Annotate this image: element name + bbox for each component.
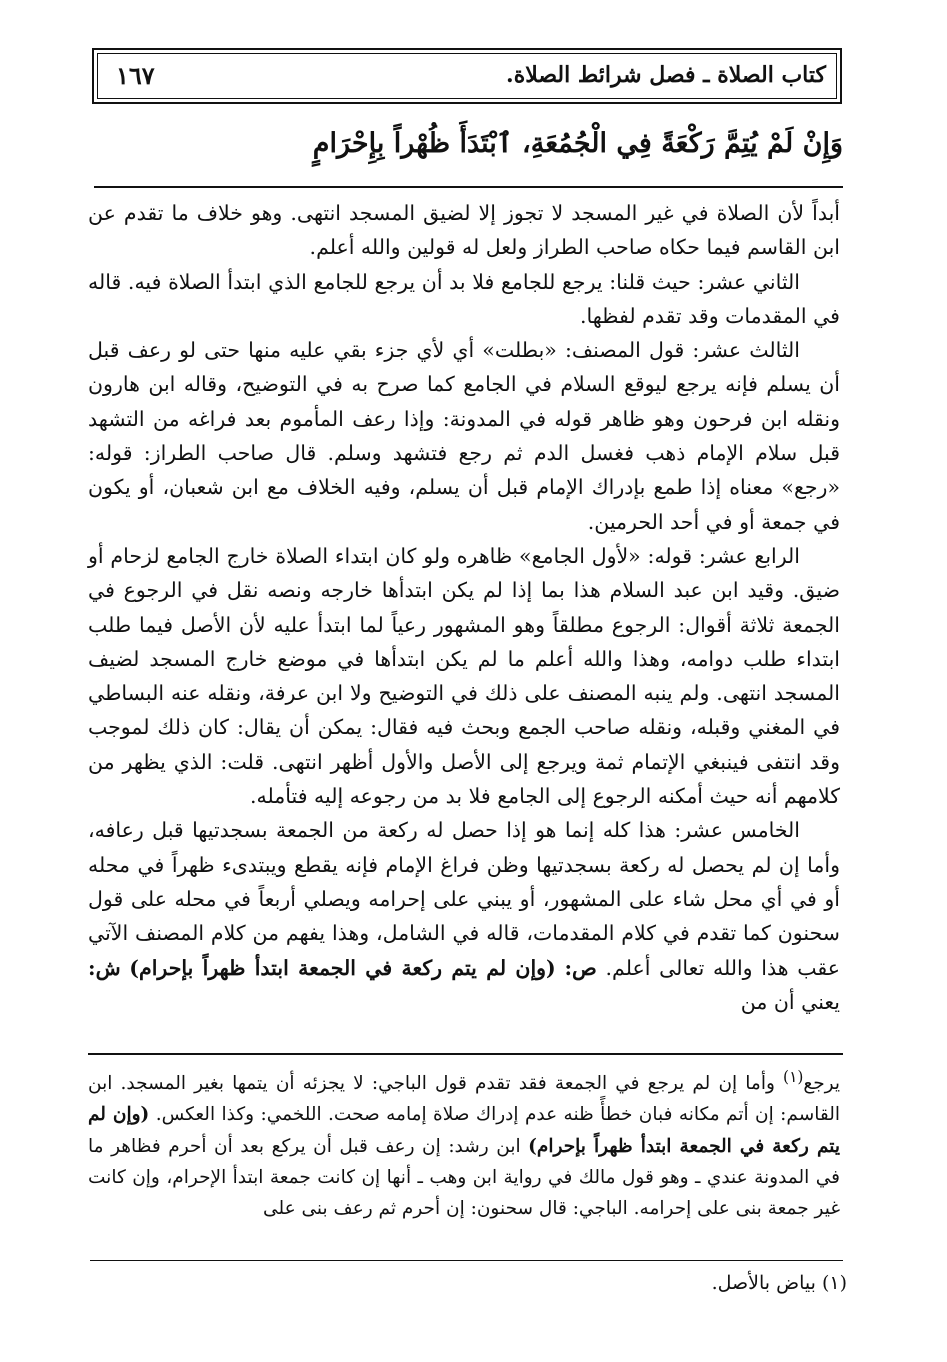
commentary-paragraph: أبداً لأن الصلاة في غير المسجد لا تجوز إلا لضيق المسجد انتهى. وهو خلاف ما تقدم عن ابن القاسم فيما حكاه صاحب الطراز ولعل له قولين والله أعلم.	[88, 201, 840, 260]
commentary-paragraph-text: الخامس عشر: هذا كله إنما هو إذا حصل له ركعة من الجمعة بسجدتيها قبل رعافه، وأما إن لم يحصل له ركعة بسجدتيها وظن فراغ الإمام فإنه يقطع ويبتدىء ظهراً في محله أو في أي محل شاء على المشهور، أو يبني على إحرامه ويصلي أربعاً في محله على قول سحنون كما تقدم في كلام المقدمات، قاله في الشامل، وهذا يفهم من كلام المصنف الآتي عقب هذا والله تعالى أعلم.	[88, 818, 840, 980]
gloss-text-end: ابن رشد: إن رعف قبل أن يركع بعد أن أحرم فظاهر ما في المدونة عندي ـ وهو قول مالك في رواية ابن وهب ـ أنها إن كانت جمعة ابتدأ الإحرام، وإن كانت غير جمعة بنى على إحرامه. الباجي: قال سحنون: إن أحرم ثم رعف بنى على	[88, 1135, 840, 1220]
matn-text: وَإِنْ لَمْ يُتِمَّ رَكْعَةً فِي الْجُمُعَةِ، ٱبْتَدَأَ ظُهْراً بِإِحْرَامٍ	[312, 128, 843, 159]
shin-label: ش:	[88, 955, 121, 980]
footnote-number: (١)	[821, 1272, 847, 1294]
commentary-paragraph: الثاني عشر: حيث قلنا: يرجع للجامع فلا بد أن يرجع للجامع الذي ابتدأ الصلاة فيه. قاله في المقدمات وقد تقدم لفظها.	[88, 269, 840, 328]
margin-gloss	[88, 1062, 840, 1225]
footnote-marker: (١)	[783, 1068, 804, 1086]
middle-divider	[88, 1053, 843, 1055]
gloss-text-start: يرجع	[803, 1073, 840, 1095]
footnote-divider	[90, 1260, 843, 1261]
commentary-continuation: يعني أن من	[740, 989, 840, 1014]
gloss-paragraph	[88, 1062, 840, 1225]
footnote	[712, 1272, 847, 1294]
running-title: كتاب الصلاة ـ فصل شرائط الصلاة.	[506, 62, 826, 88]
commentary-body	[88, 196, 840, 1019]
commentary-paragraph: الثالث عشر: قول المصنف: «بطلت» أي لأي جزء بقي عليه منها حتى لو رعف قبل أن يسلم فإنه يرجع ليوقع السلام في الجامع كما صرح به في التوضيح، وقاله ابن هارون ونقله ابن فرحون وهو ظاهر قوله في المدونة: وإذا رعف المأموم بعد فراغه من التشهد قبل سلام الإمام ذهب فغسل الدم ثم رجع فتشهد وسلم. قال صاحب الطراز: قوله: «رجع» معناه إذا طمع بإدراك الإمام قبل أن يسلم، وفيه الخلاف مع ابن شعبان، أو يكون في جمعة أو في أحد الحرمين.	[88, 338, 840, 534]
sad-label: ص:	[564, 955, 597, 980]
page-number: ١٦٧	[116, 61, 155, 90]
footnote-text: بياض بالأصل.	[711, 1272, 816, 1294]
commentary-paragraph: الرابع عشر: قوله: «لأول الجامع» ظاهره ولو كان ابتداء الصلاة خارج الجامع لزحام أو ضيق. وقيد ابن عبد السلام هذا بما إذا لم يكن ابتدأها خارجه ونصه نقل في الرجوع في الجمعة ثلاثة أقوال: الرجوع مطلقاً وهو المشهور رعياً لما ابتدأ عليه لأن الأصل فيما طلب ابتداء طلب دوامه، وهذا والله أعلم ما لم يكن ابتدأها في موضع خارج المسجد لضيف المسجد انتهى. ولم ينبه المصنف على ذلك في التوضيح ولا ابن عرفة، ونقله عنه البساطي في المغني وقبله، ونقله صاحب الجمع وبحث فيه فقال: يمكن أن يقال: كان ذلك لموجب وقد انتفى فينبغي الإتمام ثمة ويرجع إلى الأصل والأول أظهر انتهى. قلت: الذي يظهر من كلامهم أنه حيث أمكنه الرجوع إلى الجامع فلا بد من رجوعه إليه فتأمله.	[88, 543, 840, 809]
commentary-paragraph	[88, 813, 840, 1019]
gloss-matn-quote: (وإن لم يتم ركعة في الجمعة ابتدأ ظهراً بإحرام)	[88, 1104, 840, 1157]
page-header	[92, 48, 842, 104]
gloss-text: وأما إن لم يرجع في الجمعة فقد تقدم قول الباجي: لا يجزئه أن يتمها بغير المسجد. ابن القاسم: إن أتم مكانه فبان خطأً ظنه عدم إدراك صلاة إمامه صحت. اللخمي: وكذا العكس.	[88, 1073, 840, 1126]
matn-quote: (وإن لم يتم ركعة في الجمعة ابتدأ ظهراً بإحرام)	[129, 955, 556, 980]
top-divider	[94, 186, 843, 188]
